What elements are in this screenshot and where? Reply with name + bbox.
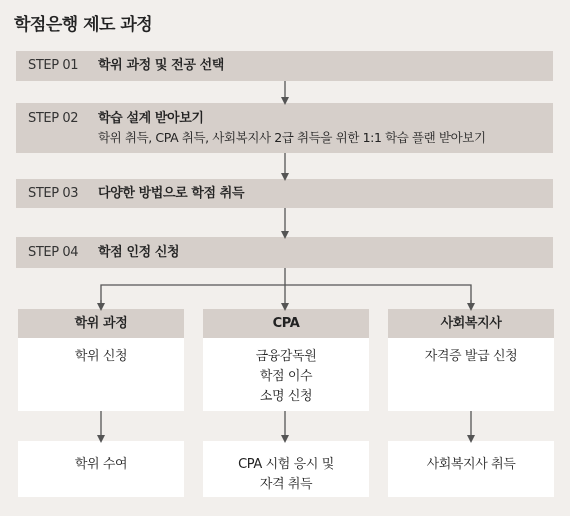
step-number: STEP 04	[28, 245, 79, 260]
body-line: 학위 신청	[74, 349, 128, 364]
result-line: 사회복지사 취득	[426, 457, 516, 472]
column-head-cpa: CPA	[203, 309, 369, 338]
body-line: 학점 이수	[259, 369, 313, 384]
body-line: 금융감독원	[255, 349, 317, 364]
step-label: 학위 과정 및 전공 선택	[98, 58, 224, 73]
column-head-degree: 학위 과정	[18, 309, 184, 338]
result-line: 학위 수여	[74, 457, 128, 472]
step-label: 다양한 방법으로 학점 취득	[98, 186, 245, 201]
step-number: STEP 03	[28, 186, 79, 201]
result-line: 자격 취득	[259, 477, 313, 492]
step-number: STEP 01	[28, 58, 79, 73]
step-number: STEP 02	[28, 111, 79, 126]
result-line: CPA 시험 응시 및	[238, 457, 334, 472]
diagram-title: 학점은행 제도 과정	[14, 15, 153, 35]
body-line: 자격증 발급 신청	[424, 349, 518, 364]
step-label: 학습 설계 받아보기	[98, 111, 204, 126]
step-label: 학점 인정 신청	[98, 245, 180, 260]
body-line: 소명 신청	[259, 389, 313, 404]
column-head-social-worker: 사회복지사	[388, 309, 554, 338]
branch-connector	[101, 285, 471, 307]
step-description: 학위 취득, CPA 취득, 사회복지사 2급 취득을 위한 1:1 학습 플랜 받아보기	[98, 130, 486, 145]
